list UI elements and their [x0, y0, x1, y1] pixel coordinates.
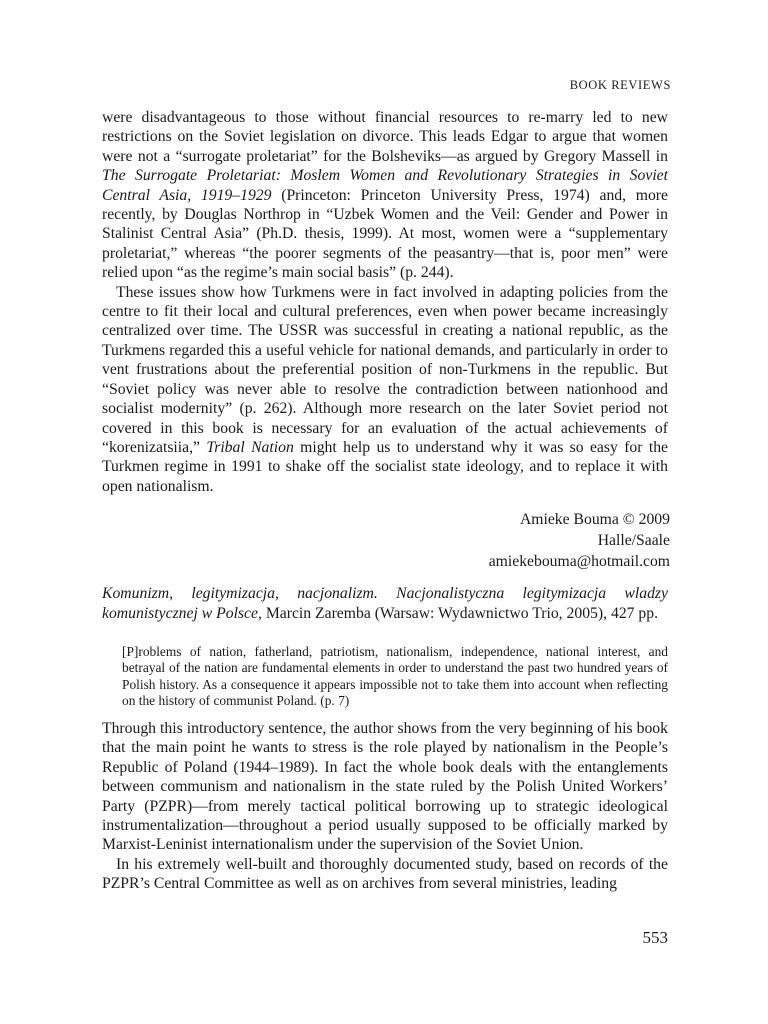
review2-body [102, 719, 668, 894]
review1-body [102, 108, 668, 496]
review2-book-title: Komunizm, legitymizacja, nacjonalizm. Nacjonalistyczna legitymizacja wladzy komunistycznej w Polsce, [102, 585, 668, 622]
signature-author: Amieke Bouma © 2009 [519, 511, 670, 528]
page-number: 553 [642, 928, 668, 947]
review2-paragraph-1: Through this introductory sentence, the author shows from the very beginning of his book that the main point he wants to stress is the role played by nationalism in the People’s Republic of Poland (1944–1989). In fact the whole book deals with the entanglements between communism and nationalism in the state ruled by the Polish United Workers’ Party (PZPR)—from merely tactical political borrowing up to strategic ideological instrumentalization—throughout a period usually supposed to be officially marked by Marxist-Leninist internationalism under the supervision of the Soviet Union. [102, 720, 668, 854]
review1-signature [489, 509, 670, 572]
review2-epigraph-quote: [P]roblems of nation, fatherland, patriotism, nationalism, independence, national interest, and betrayal of the nation are fundamental elements in order to understand the past two hundred years of Polish history. As a consequence it appears impossible not to take them into account when reflecting on the history of communist Poland. (p. 7) [122, 644, 668, 708]
reviewed-book-title: Tribal Nation [206, 438, 294, 456]
review2-book-details: Marcin Zaremba (Warsaw: Wydawnictwo Trio, 2005), 427 pp. [261, 605, 659, 622]
review2-book-citation [102, 584, 668, 624]
cited-book-title: The Surrogate Proletariat: Moslem Women and Revolutionary Strategies in Soviet Central Asia, 1919–1929 [102, 167, 668, 204]
review1-paragraph-2: These issues show how Turkmens were in fact involved in adapting policies from the centre to fit their local and cultural preferences, even when power became increasingly centralized over time. The USSR was successful in creating a national republic, as the Turkmens regarded this a useful vehicle for national demands, and particularly in order to vent frustrations about the preferential position of non-Turkmens in the republic. But “Soviet policy was never able to resolve the contradiction between nationhood and socialist modernity” (p. 262). Although more research on the later Soviet period not covered in this book is necessary for an evaluation of the actual achievements of “korenizatsiia,” Tribal Nation might help us to understand why it was so easy for the Turkmen regime in 1991 to shake off the socialist state ideology, and to replace it with open nationalism. [102, 283, 668, 495]
review1-paragraph-1: were disadvantageous to those without financial resources to re-marry led to new restrictions on the Soviet legislation on divorce. This leads Edgar to argue that women were not a “surrogate proletariat” for the Bolsheviks—as argued by Gregory Massell in The Surrogate Proletariat: Moslem Women and Revolutionary Strategies in Soviet Central Asia, 1919–1929 (Princeton: Princeton University Press, 1974) and, more recently, by Douglas Northrop in “Uzbek Women and the Veil: Gender and Power in Stalinist Central Asia” (Ph.D. thesis, 1999). At most, women were a “supplementary proletariat,” whereas “the poorer segments of the peasantry—that is, poor men” were relied upon “as the regime’s main social basis” (p. 244). [102, 109, 668, 282]
signature-location: Halle/Saale [597, 532, 670, 549]
running-header: BOOK REVIEWS [569, 78, 671, 92]
review2-paragraph-2: In his extremely well-built and thoroughly documented study, based on records of the PZPR’s Central Committee as well as on archives from several ministries, leading [102, 855, 668, 893]
signature-email: amiekebouma@hotmail.com [488, 553, 670, 570]
